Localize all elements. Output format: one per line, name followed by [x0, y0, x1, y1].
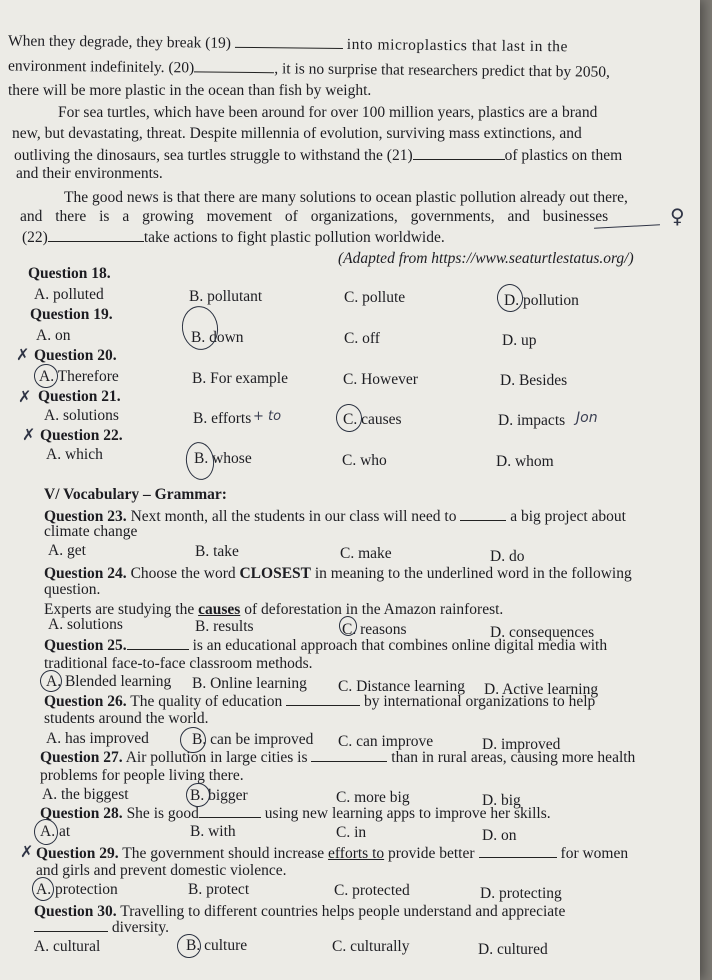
question-29-cont: and girls and prevent domestic violence.: [36, 862, 287, 879]
option-b: B. down: [191, 329, 244, 346]
option-d: D. big: [482, 792, 521, 809]
option-b: B. efforts: [193, 410, 252, 427]
passage-line: and their environments.: [16, 165, 163, 182]
question-27-cont: problems for people living there.: [40, 767, 244, 784]
option-c: C. protected: [334, 882, 410, 899]
option-a: A. Therefore: [39, 368, 119, 385]
option-d: D. pollution: [504, 292, 579, 309]
handwritten-note: + to: [253, 409, 282, 424]
blank-19: [235, 35, 343, 49]
cross-mark: ✗: [16, 345, 30, 364]
option-d: D. Besides: [500, 372, 568, 389]
option-a: A. polluted: [34, 286, 104, 303]
option-d: D. Active learning: [484, 681, 599, 698]
cross-mark: ✗: [22, 425, 36, 444]
option-a: A. solutions: [44, 407, 119, 424]
option-c: C. Distance learning: [338, 678, 465, 695]
option-b: B. For example: [192, 370, 288, 387]
question-label: Question 21.: [38, 388, 121, 405]
option-d: D. cultured: [478, 941, 548, 958]
passage-line: new, but devastating, threat. Despite millennia of evolution, surviving mass extinctions, and: [12, 125, 582, 142]
option-a: A. at: [40, 823, 71, 840]
option-c: C. pollute: [344, 289, 406, 306]
option-c: C. causes: [343, 411, 402, 428]
question-26-cont: students around the world.: [44, 710, 209, 727]
option-d: D. protecting: [480, 885, 562, 902]
option-b: B. results: [195, 618, 254, 635]
option-c: C. make: [340, 545, 392, 562]
option-d: D. whom: [496, 453, 554, 470]
option-a: A. cultural: [34, 938, 101, 955]
question-24: Question 24. Choose the word CLOSEST in meaning to the underlined word in the following: [44, 565, 632, 582]
option-c: C. off: [344, 330, 380, 347]
question-30: Question 30. Travelling to different countries helps people understand and appreciate: [34, 903, 566, 920]
question-23: Question 23. Next month, all the students in our class will need to a big project about: [44, 508, 626, 525]
option-a: A. has improved: [46, 730, 149, 747]
question-label: Question 22.: [40, 427, 123, 444]
blank-20: [194, 59, 274, 73]
question-28: Question 28. She is good using new learning apps to improve her skills.: [40, 805, 551, 822]
margin-mark: ♀: [670, 204, 685, 228]
option-c: C. can improve: [338, 733, 434, 750]
question-24-sentence: Experts are studying the causes of deforestation in the Amazon rainforest.: [44, 601, 504, 618]
passage-source: (Adapted from https://www.seaturtlestatus.org/): [338, 250, 634, 267]
option-c: C. in: [336, 824, 367, 841]
option-a: A. the biggest: [42, 786, 129, 803]
answer-circle: [183, 440, 216, 482]
option-a: A. Blended learning: [46, 673, 172, 690]
passage-line: (22) take actions to fight plastic pollution worldwide.: [22, 229, 445, 246]
question-label: Question 19.: [30, 306, 113, 323]
option-d: D. impacts: [498, 412, 566, 429]
blank-22: [48, 229, 144, 242]
question-label: Question 18.: [28, 265, 111, 282]
question-29: Question 29. The government should increase efforts to provide better for women: [36, 845, 629, 862]
option-a: A. protection: [36, 881, 118, 898]
option-b: B. bigger: [190, 787, 248, 804]
option-c: C. more big: [336, 789, 410, 806]
question-25: Question 25. is an educational approach that combines online digital media with: [44, 637, 608, 654]
passage-line: and there is a growing movement of organizations, governments, and businesses: [20, 208, 609, 225]
question-25-cont: traditional face-to-face classroom methods.: [44, 655, 313, 672]
option-a: A. solutions: [48, 616, 123, 633]
passage-line: The good news is that there are many solutions to ocean plastic pollution already out there,: [64, 189, 628, 206]
passage-line: environment indefinitely. (20) , it is no surprise that researchers predict that by 2050,: [7, 57, 611, 81]
cross-mark: ✗: [20, 842, 34, 861]
question-24-cont: question.: [44, 581, 101, 598]
section-title: V/ Vocabulary – Grammar:: [44, 486, 227, 503]
option-d: D. on: [482, 827, 517, 844]
question-label: Question 20.: [34, 347, 117, 364]
option-c: C. reasons: [342, 621, 407, 638]
option-d: D. consequences: [490, 624, 595, 641]
option-b: B. can be improved: [192, 731, 314, 748]
passage-line: outliving the dinosaurs, sea turtles struggle to withstand the (21) of plastics on them: [14, 147, 623, 164]
option-b: B. Online learning: [192, 675, 307, 692]
option-c: C. who: [342, 452, 387, 469]
option-b: B. with: [190, 823, 236, 840]
handwritten-note: Jon: [576, 410, 598, 426]
option-b: B. culture: [186, 937, 248, 954]
cross-mark: ✗: [18, 387, 32, 406]
option-d: D. improved: [482, 736, 561, 753]
option-b: B. protect: [188, 881, 250, 898]
question-26: Question 26. The quality of education by international organizations to help: [44, 693, 596, 710]
option-b: B. pollutant: [189, 288, 263, 305]
option-d: D. up: [502, 332, 537, 349]
passage-line: For sea turtles, which have been around for over 100 million years, plastics are a brand: [58, 104, 598, 121]
option-b: B. take: [195, 543, 239, 560]
option-b: B. whose: [194, 450, 252, 467]
option-a: A. get: [48, 542, 86, 559]
passage-line: When they degrade, they break (19) into microplastics that last in the: [7, 32, 569, 56]
option-a: A. on: [36, 327, 71, 344]
option-d: D. do: [490, 548, 525, 565]
option-c: C. However: [343, 371, 418, 388]
passage-line: there will be more plastic in the ocean than fish by weight.: [8, 82, 372, 99]
option-c: C. culturally: [332, 938, 410, 955]
question-30-cont: diversity.: [34, 919, 169, 937]
option-a: A. which: [46, 446, 103, 463]
blank-21: [413, 147, 505, 160]
question-23-cont: climate change: [44, 523, 138, 540]
question-27: Question 27. Air pollution in large cities is than in rural areas, causing more health: [40, 749, 636, 766]
